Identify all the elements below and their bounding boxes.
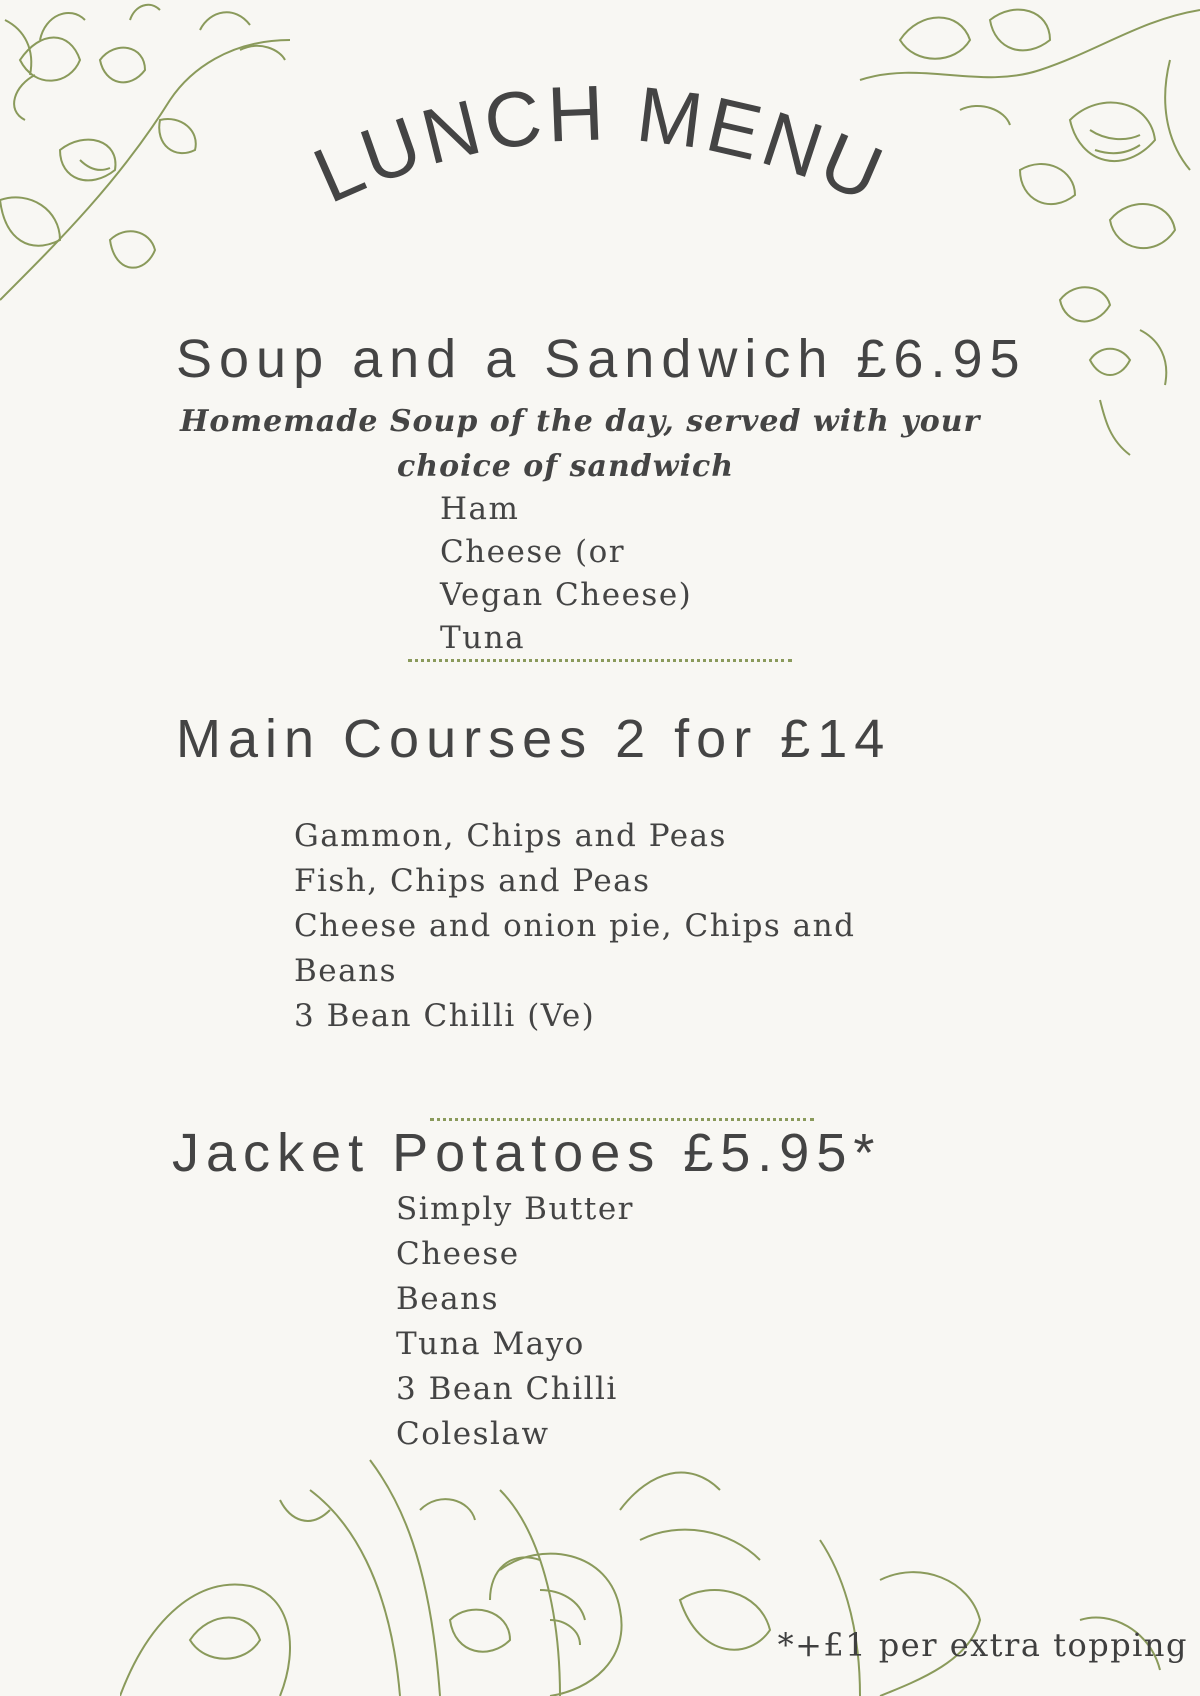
jacket-potatoes-list <box>396 1187 634 1457</box>
footnote: *+£1 per extra topping <box>777 1626 1188 1664</box>
svg-text:LUNCH MENU <box>301 68 898 219</box>
divider <box>408 659 792 662</box>
section-title-jacket-potatoes: Jacket Potatoes £5.95* <box>172 1123 882 1183</box>
soup-description-line2: choice of sandwich <box>397 449 735 484</box>
list-item: Beans <box>396 1281 499 1317</box>
list-item: Gammon, Chips and Peas <box>294 818 727 854</box>
list-item: Tuna <box>440 620 526 656</box>
list-item: 3 Bean Chilli <box>396 1371 618 1407</box>
list-item: Cheese (or <box>440 534 626 570</box>
list-item: Vegan Cheese) <box>440 577 693 613</box>
menu-title <box>250 60 950 240</box>
list-item: Simply Butter <box>396 1191 634 1227</box>
soup-description-line1: Homemade Soup of the day, served with your <box>180 404 981 439</box>
list-item: Cheese <box>396 1236 520 1272</box>
list-item: 3 Bean Chilli (Ve) <box>294 998 596 1034</box>
divider <box>430 1118 814 1121</box>
main-courses-list <box>294 814 855 1039</box>
list-item: Beans <box>294 953 397 989</box>
list-item: Cheese and onion pie, Chips and <box>294 908 856 944</box>
soup-sandwich-list <box>440 488 692 660</box>
section-title-soup: Soup and a Sandwich £6.95 <box>176 329 1027 389</box>
list-item: Tuna Mayo <box>396 1326 585 1362</box>
list-item: Coleslaw <box>396 1416 550 1452</box>
section-title-main-courses: Main Courses 2 for £14 <box>176 709 892 769</box>
menu-title-text: LUNCH MENU <box>301 68 899 220</box>
list-item: Ham <box>440 491 520 527</box>
list-item: Fish, Chips and Peas <box>294 863 651 899</box>
